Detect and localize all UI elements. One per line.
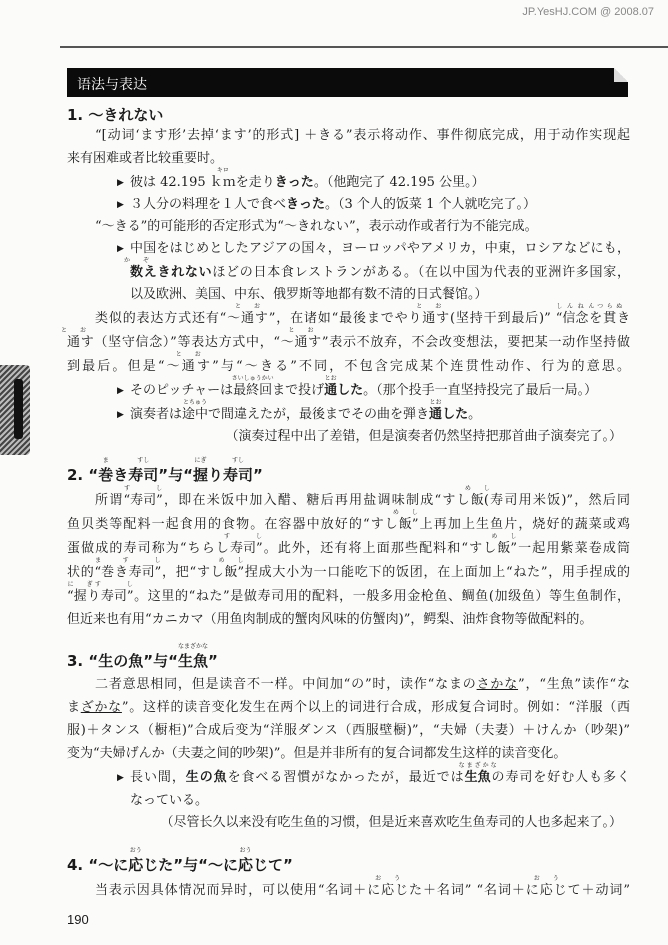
example-translation: （尽管长久以来没有吃生鱼的习惯，但是近来喜欢吃生鱼寿司的人也多起来了。）	[160, 815, 622, 830]
paragraph-line: 二者意思相同，但是读音不一样。中间加“の”时，读作“なまのさかな”，“生魚”读作“な	[95, 677, 630, 692]
paragraph-line: 状的“巻 ま き寿司 すし ”，把“すし飯 めし ”捏成大小为一口能吃下的饭团，在上面加上“ねた”，用手捏成的	[67, 557, 630, 580]
example-continuation: 以及欧洲、美国、中东、俄罗斯等地都有数不清的日式餐馆。）	[130, 287, 488, 302]
paragraph-line: 通 とお す（坚守信念）”等表达方式中，“～通 とお す”表示不放弃，不会改变想法，要把某一动作坚持做	[61, 327, 630, 350]
emphasis-text: きった	[274, 175, 314, 190]
furigana: かぞ	[124, 257, 150, 264]
example-item: ▶ ３人分の料理を１人で食べきった。（3 个人的饭菜 1 个人就吃完了。）	[130, 196, 536, 214]
furigana: なまざかな	[458, 762, 497, 769]
example-item: ▶ そのピッチャーは最終回 さいしゅうかい まで投げ通 とお した。（那个投手一直坚持投完了最后一局。）	[130, 382, 597, 400]
furigana: キロ	[216, 167, 229, 174]
furigana: とお	[288, 327, 314, 334]
ruby-word: 生魚 なまざかな	[458, 762, 497, 785]
heading-1: 1. ～きれない	[67, 106, 164, 124]
paragraph-line: 当表示因具体情况而异时，可以使用“名词＋に応 おう じた＋名词” “名词＋に応 おう じて＋动词”	[95, 875, 630, 898]
section-banner	[67, 68, 628, 97]
ruby-word: 通 とお	[288, 327, 314, 350]
ruby-word: 応 おう	[533, 875, 559, 898]
furigana: とお	[324, 375, 337, 382]
furigana: めし	[392, 509, 418, 516]
furigana: おう	[375, 875, 401, 882]
furigana: めし	[491, 533, 517, 540]
example-item: ▶ 中国をはじめとしたアジアの国々，ヨーロッパやアメリカ，中東，ロシアなどにも，	[130, 240, 630, 258]
emphasis-text: 生の魚	[185, 770, 228, 785]
example-continuation: なっている。	[130, 793, 209, 808]
emphasis-text: した	[337, 383, 364, 398]
paragraph-line: 类似的表达方式还有“～通 とお す”，在诸如“最後までやり通 とお す(坚持干到最后)” “信念 しんねん を貫 つらぬ き	[95, 303, 630, 326]
ruby-word: 応 おう	[375, 875, 401, 898]
ruby-word: 貫 つらぬ	[597, 303, 623, 326]
example-item: ▶ 彼は 42.195 ｋｍ キロ を走りきった。（他跑完了 42.195 公里。）	[130, 174, 485, 192]
ruby-word: 飯 めし	[218, 557, 244, 580]
emphasis-text: した	[442, 407, 469, 422]
example-item: ▶ 長い間，生の魚を食べる習慣がなかったが，最近では生魚 なまざかな の寿司を好む人も多く	[130, 769, 630, 787]
example-translation: （演奏过程中出了差错，但是演奏者仍然坚持把那首曲子演奏完了。）	[225, 429, 622, 444]
ruby-word: 寿司 すし	[223, 466, 253, 484]
heading-2: 2. “巻 ま き寿司 すし ”与“握 にぎ り寿司 すし ”	[67, 457, 263, 484]
ruby-word: 寿司 すし	[124, 485, 163, 508]
ruby-word: 飯 めし	[392, 509, 418, 532]
furigana: なまざかな	[177, 643, 208, 650]
header-rule	[60, 46, 668, 48]
furigana: とちゅう	[183, 399, 208, 406]
paragraph-line: 来有困难或者比较重要时。	[67, 151, 224, 166]
example-continuation: 数 かぞ えきれないほどの日本食レストランがある。（在以中国为代表的亚洲许多国家，	[124, 257, 630, 280]
furigana: とお	[416, 303, 442, 310]
furigana: つらぬ	[597, 303, 623, 310]
paragraph-line: 变为“夫婦げんか（夫妻之间的吵架)”。但是并非所有的复合词都发生这样的读音变化。	[67, 746, 567, 761]
furigana: すし	[122, 557, 161, 564]
emphasis-text: きった	[286, 197, 326, 212]
tab-label-mark	[14, 379, 23, 439]
paragraph-line: 但近来也有用“カニカマ（用鱼肉制成的蟹肉风味的仿蟹肉)”，鳄梨、油炸食物等做配料的。	[67, 612, 593, 627]
ruby-word: 通 とお	[235, 303, 261, 326]
paragraph-line: 蛋做成的寿司称为“ちらし寿司 すし ”。此外，还有将上面那些配料和“すし飯 めし ”一起用紫菜卷成筒	[67, 533, 630, 556]
ruby-word: 通 とお	[175, 351, 201, 374]
furigana: おう	[129, 847, 142, 854]
ruby-word: 通 とお	[416, 303, 442, 326]
ruby-word: 飯 めし	[464, 485, 490, 508]
furigana: すし	[137, 457, 150, 464]
chapter-side-tab	[0, 365, 30, 455]
ruby-word: 通 とお	[61, 327, 87, 350]
ruby-word: 応 おう	[128, 856, 143, 874]
watermark: JP.YesHJ.COM @ 2008.07	[522, 6, 654, 18]
underlined-text: さかな	[476, 677, 519, 692]
furigana: ま	[102, 457, 109, 464]
paragraph-line: 鱼贝类等配料一起食用的食物。在容器中放好的“すし飯 めし ”上再加上生鱼片，烧好的蔬菜或鸡	[67, 509, 630, 532]
ruby-word: 最終回 さいしゅうかい	[233, 382, 272, 400]
ruby-word: 数 かぞ	[124, 257, 150, 280]
example-item: ▶ 演奏者は途中 とちゅう で間違えたが，最後までその曲を弾き通 とお した。	[130, 406, 481, 424]
paragraph-line: 服)＋タンス（橱柜)”合成后变为“洋服ダンス（西服壁橱)”，“夫婦（夫妻）＋けんか（吵架)”	[67, 723, 630, 738]
ruby-word: ｋｍ キロ	[210, 174, 236, 192]
underlined-text: ざかな	[80, 700, 122, 715]
furigana: にぎ	[194, 457, 207, 464]
ruby-word: 生魚 なまざかな	[178, 652, 208, 670]
furigana: しんねん	[556, 303, 595, 310]
ruby-word: 巻 ま	[98, 466, 113, 484]
furigana: さいしゅうかい	[231, 375, 274, 382]
furigana: めし	[464, 485, 490, 492]
ruby-word: 握 にぎ	[67, 581, 93, 604]
paragraph-line: 所谓“寿司 すし ”，即在米饭中加入醋、糖后再用盐调味制成“すし飯 めし (寿司用米饭)”，然后同	[95, 485, 630, 508]
furigana: とお	[429, 399, 442, 406]
ruby-word: 寿司 すし	[122, 557, 161, 580]
furigana: すし	[224, 533, 263, 540]
ruby-word: 信念 しんねん	[556, 303, 595, 326]
paragraph-line: まざかな”。这样的读音变化发生在两个以上的词进行合成，形成复合词时。例如：“洋服（西	[67, 700, 630, 715]
furigana: すし	[232, 457, 245, 464]
furigana: すし	[94, 581, 133, 588]
emphasis-text: え	[143, 265, 158, 280]
heading-4: 4. “～に応 おう じた”与“～に応 おう じて”	[67, 847, 293, 874]
ruby-word: 通 とお	[429, 406, 442, 424]
furigana: とお	[175, 351, 201, 358]
folded-corner-icon	[614, 68, 628, 82]
ruby-word: 握 にぎ	[193, 466, 208, 484]
furigana: おう	[533, 875, 559, 882]
emphasis-text: きれない	[157, 265, 213, 280]
paragraph-line: “握 にぎ り寿司 すし ”。这里的“ねた”是做寿司用的配料，一般多用金枪鱼、鲷鱼(加级鱼）等生鱼制作，	[67, 581, 630, 604]
ruby-word: 途中 とちゅう	[182, 406, 208, 424]
page-number: 190	[67, 912, 89, 927]
furigana: めし	[218, 557, 244, 564]
ruby-word: 寿司 すし	[224, 533, 263, 556]
ruby-word: 通 とお	[324, 382, 337, 400]
ruby-word: 巻 ま	[101, 564, 114, 582]
paragraph-line: “[动词‘ます形’去掉‘ます’的形式] ＋きる”表示将动作、事件彻底完成，用于动作实现起	[95, 128, 630, 143]
furigana: とお	[235, 303, 261, 310]
ruby-word: 飯 めし	[491, 533, 517, 556]
furigana: ま	[95, 557, 102, 564]
furigana: とお	[61, 327, 87, 334]
furigana: にぎ	[67, 581, 93, 588]
paragraph-line: 到最后。但是“～通 とお す”与“～きる”不同，不包含完成某个连贯性动作、行为的意思。	[67, 351, 630, 374]
ruby-word: 寿司 すし	[94, 581, 133, 604]
banner-title: 语法与表达	[77, 77, 147, 93]
paragraph-line: “～きる”的可能形的否定形式为“～きれない”，表示动作或者行为不能完成。	[95, 219, 538, 234]
furigana: すし	[124, 485, 163, 492]
heading-3: 3. “生の魚”与“生魚 なまざかな ”	[67, 643, 218, 670]
furigana: おう	[239, 847, 252, 854]
ruby-word: 応 おう	[238, 856, 253, 874]
ruby-word: 寿司 すし	[128, 466, 158, 484]
